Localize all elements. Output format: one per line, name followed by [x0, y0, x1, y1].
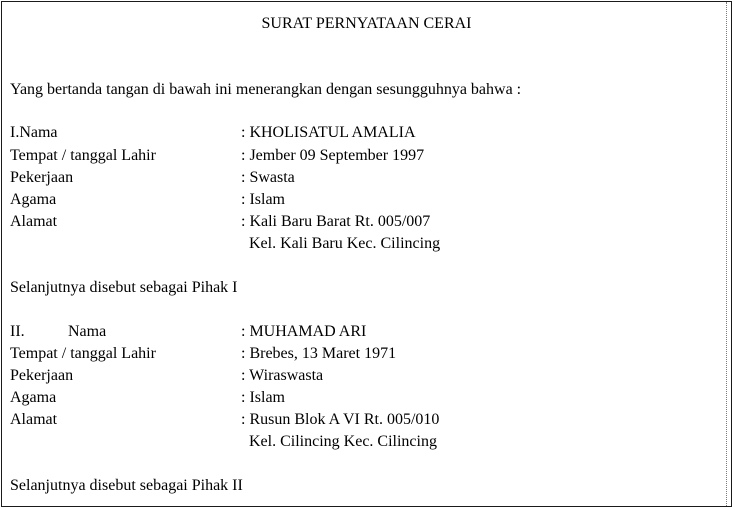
- party1-birth-value: : Jember 09 September 1997: [241, 147, 425, 164]
- party1-birth-label: Tempat / tanggal Lahir: [10, 147, 156, 164]
- party1-address-label: Alamat: [10, 213, 58, 230]
- party2-birth-label: Tempat / tanggal Lahir: [10, 345, 156, 362]
- party2-address-label: Alamat: [10, 411, 58, 428]
- party1-religion-value: : Islam: [241, 191, 285, 208]
- party1-job-value: : Swasta: [241, 169, 295, 186]
- party1-name-value: : KHOLISATUL AMALIA: [241, 124, 416, 141]
- party1-referred-text: Selanjutnya disebut sebagai Pihak I: [10, 279, 238, 296]
- party1-number: I.: [10, 124, 20, 141]
- party2-religion-label: Agama: [10, 389, 57, 406]
- party1-job-label: Pekerjaan: [10, 169, 74, 186]
- intro-text: Yang bertanda tangan di bawah ini menerangkan dengan sesungguhnya bahwa :: [10, 81, 522, 98]
- party2-name-label-text: Nama: [68, 323, 107, 340]
- party1-address-value-1: : Kali Baru Barat Rt. 005/007: [241, 213, 431, 230]
- party1-religion-label: Agama: [10, 191, 57, 208]
- party2-job-label: Pekerjaan: [10, 367, 74, 384]
- party2-referred-text: Selanjutnya disebut sebagai Pihak II: [10, 477, 243, 494]
- party2-number: II.: [10, 323, 25, 340]
- party1-name-label-text: Nama: [19, 124, 58, 141]
- party1-address-value-2: Kel. Kali Baru Kec. Cilincing: [249, 235, 441, 252]
- party2-address-value-2: Kel. Cilincing Kec. Cilincing: [249, 433, 437, 450]
- party2-name-label: [10, 321, 106, 343]
- party2-job-value: : Wiraswasta: [241, 367, 324, 384]
- page-edge-marker: [726, 2, 729, 506]
- party2-religion-value: : Islam: [241, 389, 285, 406]
- party2-name-value: : MUHAMAD ARI: [241, 323, 367, 340]
- document-page: [1, 1, 732, 507]
- document-title: SURAT PERNYATAAN CERAI: [261, 15, 472, 32]
- party2-birth-value: : Brebes, 13 Maret 1971: [241, 345, 397, 362]
- party2-address-value-1: : Rusun Blok A VI Rt. 005/010: [241, 411, 440, 428]
- party1-name-label: [10, 122, 58, 144]
